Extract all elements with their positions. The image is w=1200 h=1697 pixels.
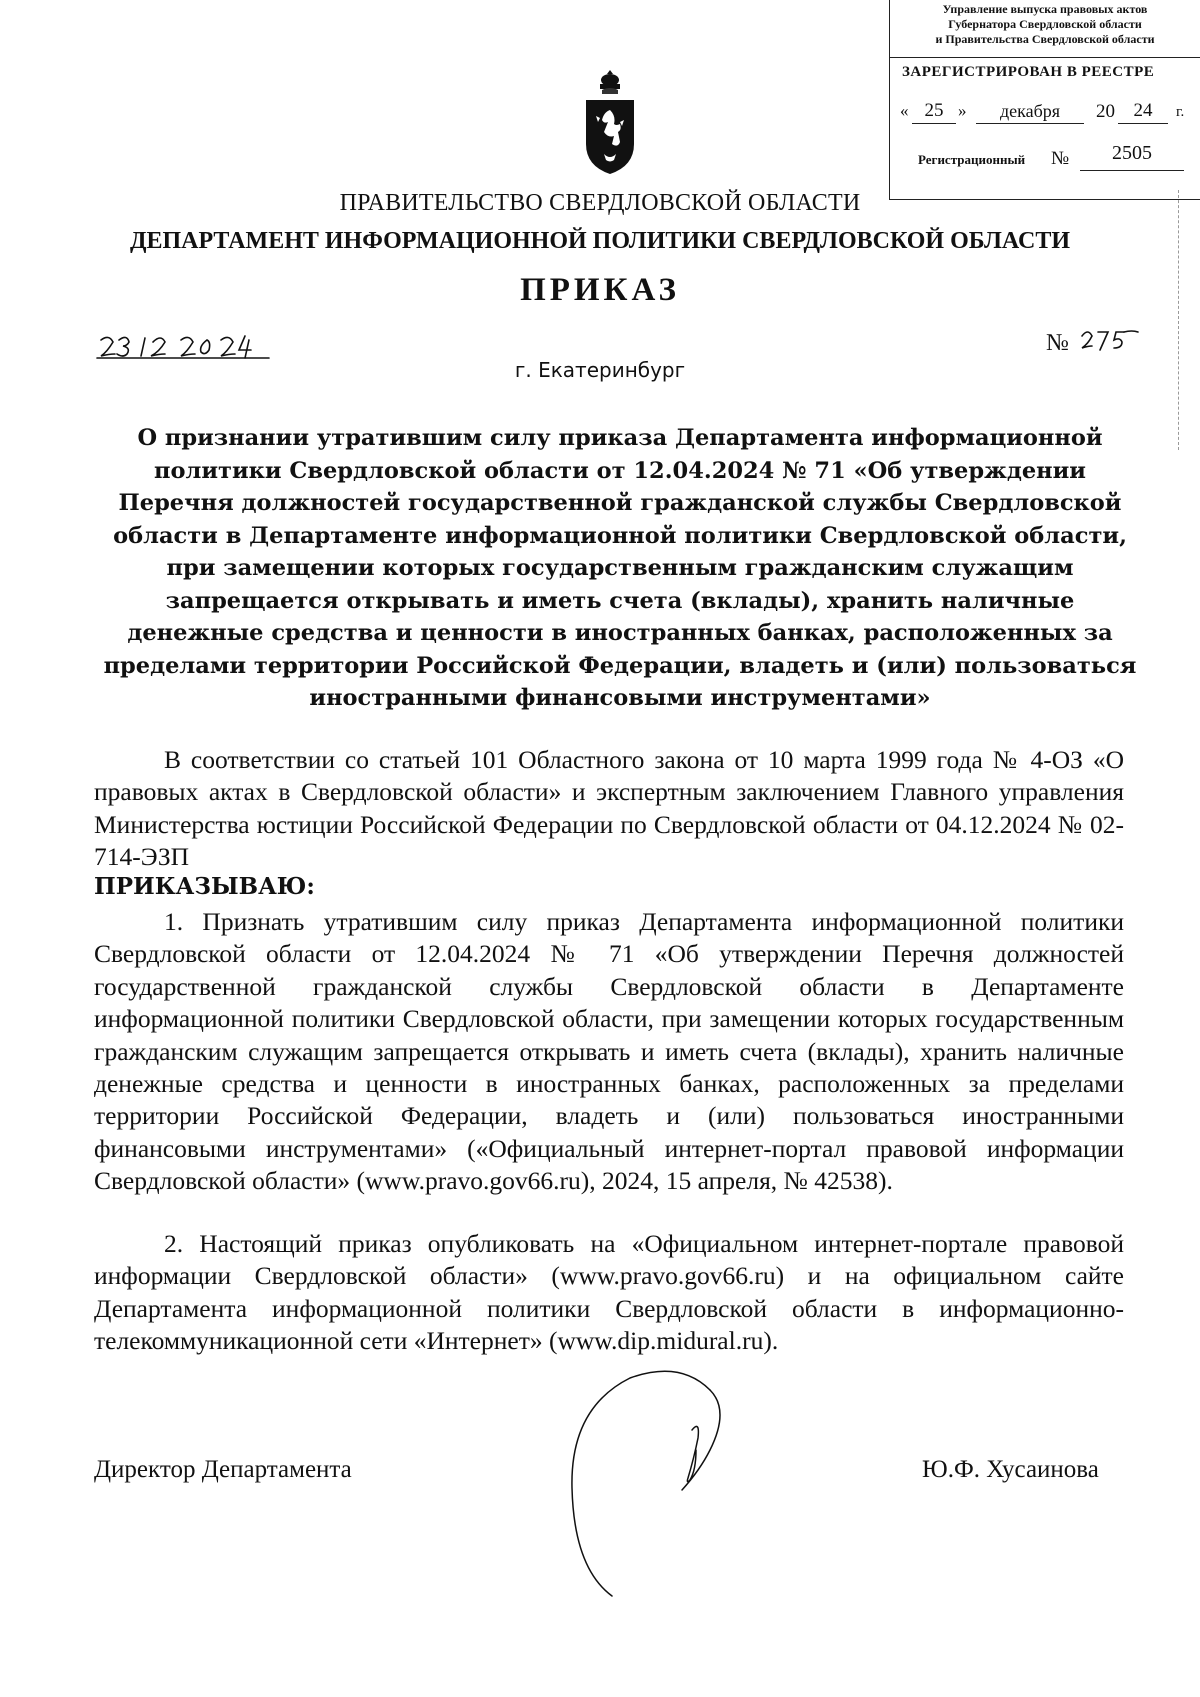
handwritten-signature [560, 1350, 730, 1600]
signatory-name: Ю.Ф. Хусаинова [922, 1456, 1099, 1483]
registration-stamp [889, 0, 1200, 200]
stamp-quote-close: » [958, 101, 967, 120]
stamp-quote-open: « [900, 101, 909, 120]
stamp-year-mark: г. [1176, 104, 1185, 120]
stamp-no-sign: № [1051, 148, 1070, 169]
stamp-year-suffix: 24 [1118, 101, 1168, 124]
stamp-header-line: Губернатора Свердловской области [948, 17, 1142, 31]
government-name: ПРАВИТЕЛЬСТВО СВЕРДЛОВСКОЙ ОБЛАСТИ [339, 190, 861, 216]
handwritten-number [1078, 322, 1148, 358]
stamp-year-prefix: 20 [1096, 101, 1115, 122]
signatory-position: Директор Департамента [94, 1456, 352, 1483]
order-item-2: 2. Настоящий приказ опубликовать на «Официальном интернет-портале правовой информации Свердловской области» (www.pravo.gov66.ru) и на официальном сайте Департамента информационной политики Свердловской области в информационно-телекоммуникационной сети «Интернет» (www.dip.midural.ru). [94, 1229, 1124, 1356]
stamp-header-line: и Правительства Свердловской области [935, 32, 1155, 46]
stamp-reg-number: 2505 [1080, 142, 1184, 171]
stamp-reg-label: Регистрационный [918, 152, 1026, 167]
stamp-month: декабря [976, 101, 1084, 124]
stamp-title: ЗАРЕГИСТРИРОВАН В РЕЕСТРЕ [902, 64, 1155, 80]
coat-of-arms-icon [580, 68, 640, 180]
stamp-header [890, 0, 1200, 58]
order-item-1: 1. Признать утратившим силу приказ Департамента информационной политики Свердловской области от 12.04.2024 № 71 «Об утверждении Перечня должностей государственной гражданской службы Свердловской области в Департаменте информационной политики Свердловской области, при замещении которых государственным гражданским служащим запрещается открывать и иметь счета (вклады), хранить наличные денежные средства и ценности в иностранных банках, расположенных за пределами территории Российской Федерации, владеть и (или) пользоваться иностранными финансовыми инструментами» («Официальный интернет-портал правовой информации Свердловской области» (www.pravo.gov66.ru), 2024, 15 апреля, № 42538). [94, 907, 1124, 1196]
document-title: О признании утратившим силу приказа Департамента информационной политики Свердловской области от 12.04.2024 № 71 «Об утверждении Перечня должностей государственной гражданской службы Свердловской области в Департаменте информационной политики Свердловской области, при замещении которых государственным гражданским служащим запрещается открывать и иметь счета (вклады), хранить наличные денежные средства и ценности в иностранных банках, расположенных за пределами территории Российской Федерации, владеть и (или) пользоваться иностранными финансовыми инструментами» [103, 425, 1137, 711]
stamp-header-line: Управление выпуска правовых актов [942, 2, 1148, 16]
document-type: ПРИКАЗ [520, 272, 680, 308]
city: г. Екатеринбург [514, 358, 686, 382]
department-name: ДЕПАРТАМЕНТ ИНФОРМАЦИОННОЙ ПОЛИТИКИ СВЕРДЛОВСКОЙ ОБЛАСТИ [129, 228, 1071, 254]
stamp-day: 25 [912, 101, 956, 124]
stamp-date [900, 101, 1195, 127]
number-sign: № [1046, 330, 1069, 356]
order-word: ПРИКАЗЫВАЮ: [94, 873, 315, 900]
preamble-paragraph: В соответствии со статьей 101 Областного закона от 10 марта 1999 года № 4-ОЗ «О правовых актах в Свердловской области» и экспертным заключением Главного управления Министерства юстиции Российской Федерации по Свердловской области от 04.12.2024 № 02-714-ЭЗП [94, 745, 1124, 872]
